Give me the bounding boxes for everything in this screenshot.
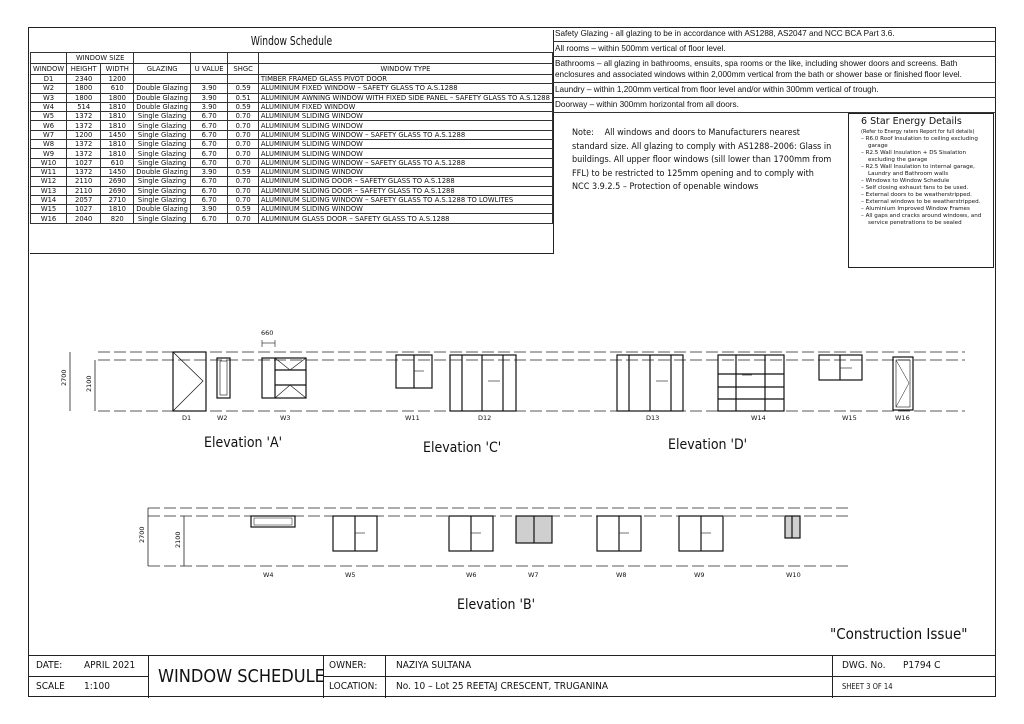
schedule-cell: 1800	[67, 93, 101, 102]
schedule-cell: 0.70	[228, 177, 259, 186]
label-W15: W15	[842, 414, 857, 422]
schedule-cell: ALUMINIUM AWNING WINDOW WITH FIXED SIDE PANEL – SAFETY GLASS TO A.S.1288	[258, 93, 552, 102]
construction-issue-stamp: "Construction Issue"	[830, 625, 968, 643]
schedule-cell: ALUMINIUM SLIDING WINDOW	[258, 112, 552, 121]
schedule-cell: 1800	[101, 93, 134, 102]
label-W6: W6	[466, 571, 477, 579]
door-D13-symbol	[617, 355, 683, 411]
label-D13: D13	[646, 414, 660, 422]
elevation-c-title: Elevation 'C'	[423, 440, 502, 456]
dim-label-2700-row2: 2700	[138, 526, 146, 543]
schedule-cell: D1	[31, 75, 67, 84]
note-text: All windows and doors to Manufacturers nearest standard size. All glazing to comply with AS1288–2006: Glass in buildings. All upper floor windows (sill lower than 1700mm from FFL) to be restricted to 125mm opening and to comply with NCC 3.9.2.5 – Protection of openable windows	[572, 128, 832, 192]
label-W4: W4	[263, 571, 274, 579]
schedule-cell: 0.59	[228, 102, 259, 111]
schedule-cell: 6.70	[190, 112, 227, 121]
schedule-cell: Single Glazing	[134, 158, 191, 167]
date-value: APRIL 2021	[84, 660, 136, 671]
label-W10: W10	[786, 571, 801, 579]
schedule-cell: 610	[101, 84, 134, 93]
title-block-divider	[148, 656, 149, 698]
location-value: No. 10 – Lot 25 REETAJ CRESCENT, TRUGANINA	[396, 681, 608, 692]
schedule-cell: W11	[31, 167, 67, 176]
schedule-cell: 0.70	[228, 195, 259, 204]
energy-item: – All gaps and cracks around windows, and service penetrations to be sealed	[861, 213, 982, 226]
schedule-cell: W16	[31, 214, 67, 223]
label-W14: W14	[751, 414, 766, 422]
schedule-cell: Single Glazing	[134, 130, 191, 139]
schedule-cell: 1372	[67, 121, 101, 130]
owner-value: NAZIYA SULTANA	[396, 660, 472, 671]
schedule-header-cell: WINDOW	[31, 64, 67, 75]
elevation-a-title: Elevation 'A'	[204, 435, 283, 451]
energy-item: – External doors to be weatherstripped.	[861, 192, 972, 198]
schedule-cell: 6.70	[190, 214, 227, 223]
schedule-cell: W12	[31, 177, 67, 186]
schedule-cell: 3.90	[190, 93, 227, 102]
schedule-cell: 6.70	[190, 130, 227, 139]
elevation-d-title: Elevation 'D'	[668, 437, 748, 453]
schedule-cell: Double Glazing	[134, 84, 191, 93]
schedule-cell: W7	[31, 130, 67, 139]
schedule-cell: ALUMINIUM FIXED WINDOW	[258, 102, 552, 111]
drawing-title: WINDOW SCHEDULE	[158, 666, 325, 687]
door-W16-symbol	[893, 357, 913, 410]
schedule-cell: 1800	[67, 84, 101, 93]
window-W15-symbol	[819, 355, 862, 380]
dim-label-2700-row1: 2700	[60, 369, 68, 386]
schedule-cell: W14	[31, 195, 67, 204]
schedule-cell: 2110	[67, 186, 101, 195]
schedule-cell: Double Glazing	[134, 102, 191, 111]
note-all-rooms: All rooms – within 500mm vertical of floor level.	[553, 42, 996, 57]
schedule-cell: W6	[31, 121, 67, 130]
schedule-header-cell: U VALUE	[190, 64, 227, 75]
schedule-cell: Single Glazing	[134, 214, 191, 223]
window-W3-symbol	[262, 340, 306, 398]
schedule-cell: 1810	[101, 121, 134, 130]
owner-label: OWNER:	[329, 660, 367, 671]
schedule-cell: Single Glazing	[134, 177, 191, 186]
schedule-cell: 1200	[101, 75, 134, 84]
window-W7-symbol	[516, 516, 552, 543]
schedule-cell: ALUMINIUM GLASS DOOR – SAFETY GLASS TO A.S.1288	[258, 214, 552, 223]
schedule-cell: 2110	[67, 177, 101, 186]
schedule-cell: 6.70	[190, 186, 227, 195]
schedule-cell: Single Glazing	[134, 149, 191, 158]
date-label: DATE:	[36, 660, 63, 671]
location-label: LOCATION:	[329, 681, 378, 692]
schedule-cell: 3.90	[190, 205, 227, 214]
scale-label: SCALE	[36, 681, 65, 692]
schedule-cell: Single Glazing	[134, 112, 191, 121]
dwg-number-value: P1794 C	[903, 660, 941, 671]
schedule-cell: 6.70	[190, 149, 227, 158]
schedule-cell: W8	[31, 140, 67, 149]
schedule-cell: 2340	[67, 75, 101, 84]
label-W9: W9	[694, 571, 705, 579]
note-bathrooms: Bathrooms – all glazing in bathrooms, ensuits, spa rooms or the like, including shower doors and screens. Bath enclosures and associated windows within 2,000mm vertical from the bath or shower base or finished floor level.	[553, 57, 996, 84]
schedule-cell: 1450	[101, 167, 134, 176]
energy-item: – External windows to be weatherstripped.	[861, 199, 981, 205]
schedule-cell: W10	[31, 158, 67, 167]
schedule-cell: ALUMINIUM SLIDING WINDOW – SAFETY GLASS TO A.S.1288	[258, 158, 552, 167]
schedule-title: Window Schedule	[250, 34, 333, 48]
schedule-cell: 6.70	[190, 177, 227, 186]
schedule-cell: ALUMINIUM SLIDING WINDOW	[258, 205, 552, 214]
schedule-cell: 1810	[101, 149, 134, 158]
note-doorway: Doorway – within 300mm horizontal from all doors.	[553, 98, 996, 113]
schedule-cell: 2710	[101, 195, 134, 204]
title-block-divider	[385, 656, 386, 698]
schedule-cell: Single Glazing	[134, 121, 191, 130]
schedule-cell: 0.59	[228, 167, 259, 176]
schedule-cell: ALUMINIUM FIXED WINDOW – SAFETY GLASS TO A.S.1288	[258, 84, 552, 93]
schedule-cell: TIMBER FRAMED GLASS PIVOT DOOR	[258, 75, 552, 84]
door-D1-symbol	[173, 352, 206, 411]
schedule-cell: 0.70	[228, 149, 259, 158]
note-label: Note:	[572, 128, 594, 138]
schedule-cell: Single Glazing	[134, 195, 191, 204]
label-W11: W11	[405, 414, 420, 422]
schedule-cell: W15	[31, 205, 67, 214]
schedule-cell: Double Glazing	[134, 93, 191, 102]
schedule-cell: 3.90	[190, 102, 227, 111]
schedule-cell: ALUMINIUM SLIDING WINDOW – SAFETY GLASS TO A.S.1288	[258, 130, 552, 139]
schedule-cell: ALUMINIUM SLIDING DOOR – SAFETY GLASS TO A.S.1288	[258, 177, 552, 186]
dim-label-660: 660	[261, 329, 274, 337]
schedule-cell: Double Glazing	[134, 167, 191, 176]
dim-label-2100-row1: 2100	[85, 375, 93, 392]
schedule-cell: 0.70	[228, 130, 259, 139]
schedule-cell: ALUMINIUM SLIDING DOOR – SAFETY GLASS TO A.S.1288	[258, 186, 552, 195]
energy-item: – Self closing exhaust fans to be used.	[861, 185, 969, 191]
window-W5-symbol	[333, 516, 377, 551]
scale-value: 1:100	[84, 681, 110, 692]
title-block-divider	[832, 656, 833, 698]
schedule-cell: W5	[31, 112, 67, 121]
label-W7: W7	[528, 571, 539, 579]
energy-title: 6 Star Energy Details	[861, 116, 962, 127]
schedule-cell: ALUMINIUM SLIDING WINDOW – SAFETY GLASS TO A.S.1288 TO LOWLITES	[258, 195, 552, 204]
schedule-cell: Double Glazing	[134, 205, 191, 214]
schedule-cell: 0.70	[228, 140, 259, 149]
elevation-b-title: Elevation 'B'	[457, 597, 536, 613]
schedule-cell: W9	[31, 149, 67, 158]
energy-subtitle: (Refer to Energy raters Report for full details)	[861, 129, 975, 135]
schedule-cell: 0.70	[228, 121, 259, 130]
schedule-cell: 1372	[67, 167, 101, 176]
schedule-cell: 6.70	[190, 195, 227, 204]
label-W5: W5	[345, 571, 356, 579]
schedule-cell: 1372	[67, 112, 101, 121]
schedule-cell: 0.70	[228, 112, 259, 121]
schedule-cell: 3.90	[190, 167, 227, 176]
schedule-cell: 0.70	[228, 186, 259, 195]
schedule-cell: 3.90	[190, 84, 227, 93]
energy-item: – R2.5 Wall Insulation to internal garage, Laundry and Bathroom walls	[861, 164, 975, 177]
schedule-cell: ALUMINIUM SLIDING WINDOW	[258, 167, 552, 176]
schedule-cell: Single Glazing	[134, 140, 191, 149]
energy-item: – R6.0 Roof Insulation to ceiling excluding garage	[861, 136, 978, 149]
schedule-cell: ALUMINIUM SLIDING WINDOW	[258, 121, 552, 130]
energy-item: – Windows to Window Schedule	[861, 178, 950, 184]
schedule-cell: 0.51	[228, 93, 259, 102]
title-block-divider	[28, 676, 148, 677]
window-W10-symbol	[785, 516, 800, 538]
schedule-cell: 2040	[67, 214, 101, 223]
label-W2: W2	[217, 414, 228, 422]
schedule-cell: 0.59	[228, 205, 259, 214]
energy-item: – Aluminium Improved Window Frames	[861, 206, 970, 212]
schedule-cell: 2057	[67, 195, 101, 204]
window-W2-symbol	[217, 358, 230, 398]
schedule-header-cell: WINDOW TYPE	[258, 64, 552, 75]
sheet-number: SHEET 3 OF 14	[842, 682, 893, 691]
schedule-cell: 6.70	[190, 121, 227, 130]
schedule-cell: 1450	[101, 130, 134, 139]
schedule-cell: W3	[31, 93, 67, 102]
schedule-cell: 820	[101, 214, 134, 223]
dwg-number-label: DWG. No.	[842, 660, 886, 671]
schedule-cell: 2690	[101, 177, 134, 186]
schedule-cell: W2	[31, 84, 67, 93]
schedule-cell: 1372	[67, 140, 101, 149]
window-W8-symbol	[597, 516, 641, 551]
schedule-cell: 6.70	[190, 158, 227, 167]
label-W3: W3	[280, 414, 291, 422]
window-W9-symbol	[679, 516, 723, 551]
schedule-header-cell: HEIGHT	[67, 64, 101, 75]
schedule-cell: 1027	[67, 158, 101, 167]
window-W14-symbol	[718, 355, 784, 411]
note-laundry: Laundry – within 1,200mm vertical from floor level and/or within 300mm vertical of trough.	[553, 83, 996, 98]
size-group-header: WINDOW SIZE	[67, 53, 134, 64]
note-safety-glazing: Safety Glazing - all glazing to be in accordance with AS1288, AS2047 and NCC BCA Part 3.6.	[553, 27, 996, 42]
schedule-cell: 1027	[67, 205, 101, 214]
schedule-header-cell: WIDTH	[101, 64, 134, 75]
label-W8: W8	[616, 571, 627, 579]
dim-label-2100-row2: 2100	[174, 531, 182, 548]
schedule-cell: 0.70	[228, 158, 259, 167]
schedule-cell: 6.70	[190, 140, 227, 149]
schedule-cell: 1810	[101, 140, 134, 149]
schedule-cell: 1810	[101, 112, 134, 121]
schedule-cell: 0.70	[228, 214, 259, 223]
schedule-cell: 514	[67, 102, 101, 111]
schedule-cell: ALUMINIUM SLIDING WINDOW	[258, 140, 552, 149]
schedule-cell: W13	[31, 186, 67, 195]
door-D12-symbol	[450, 355, 516, 411]
label-D1: D1	[182, 414, 192, 422]
window-W6-symbol	[449, 516, 493, 551]
schedule-cell: 2690	[101, 186, 134, 195]
schedule-cell: 1372	[67, 149, 101, 158]
title-block	[28, 655, 996, 698]
schedule-header-cell: GLAZING	[134, 64, 191, 75]
schedule-cell: 610	[101, 158, 134, 167]
label-D12: D12	[478, 414, 492, 422]
schedule-cell: 0.59	[228, 84, 259, 93]
schedule-cell: ALUMINIUM SLIDING WINDOW	[258, 149, 552, 158]
schedule-cell: Single Glazing	[134, 186, 191, 195]
title-block-divider	[323, 676, 996, 677]
energy-item: – R2.5 Wall Insulation + DS Sisalation excluding the garage	[861, 150, 966, 163]
schedule-cell: 1810	[101, 205, 134, 214]
window-W4-symbol	[251, 516, 295, 527]
schedule-cell: 1200	[67, 130, 101, 139]
schedule-header-cell: SHGC	[228, 64, 259, 75]
label-W16: W16	[895, 414, 910, 422]
schedule-cell: 1810	[101, 102, 134, 111]
schedule-cell: W4	[31, 102, 67, 111]
